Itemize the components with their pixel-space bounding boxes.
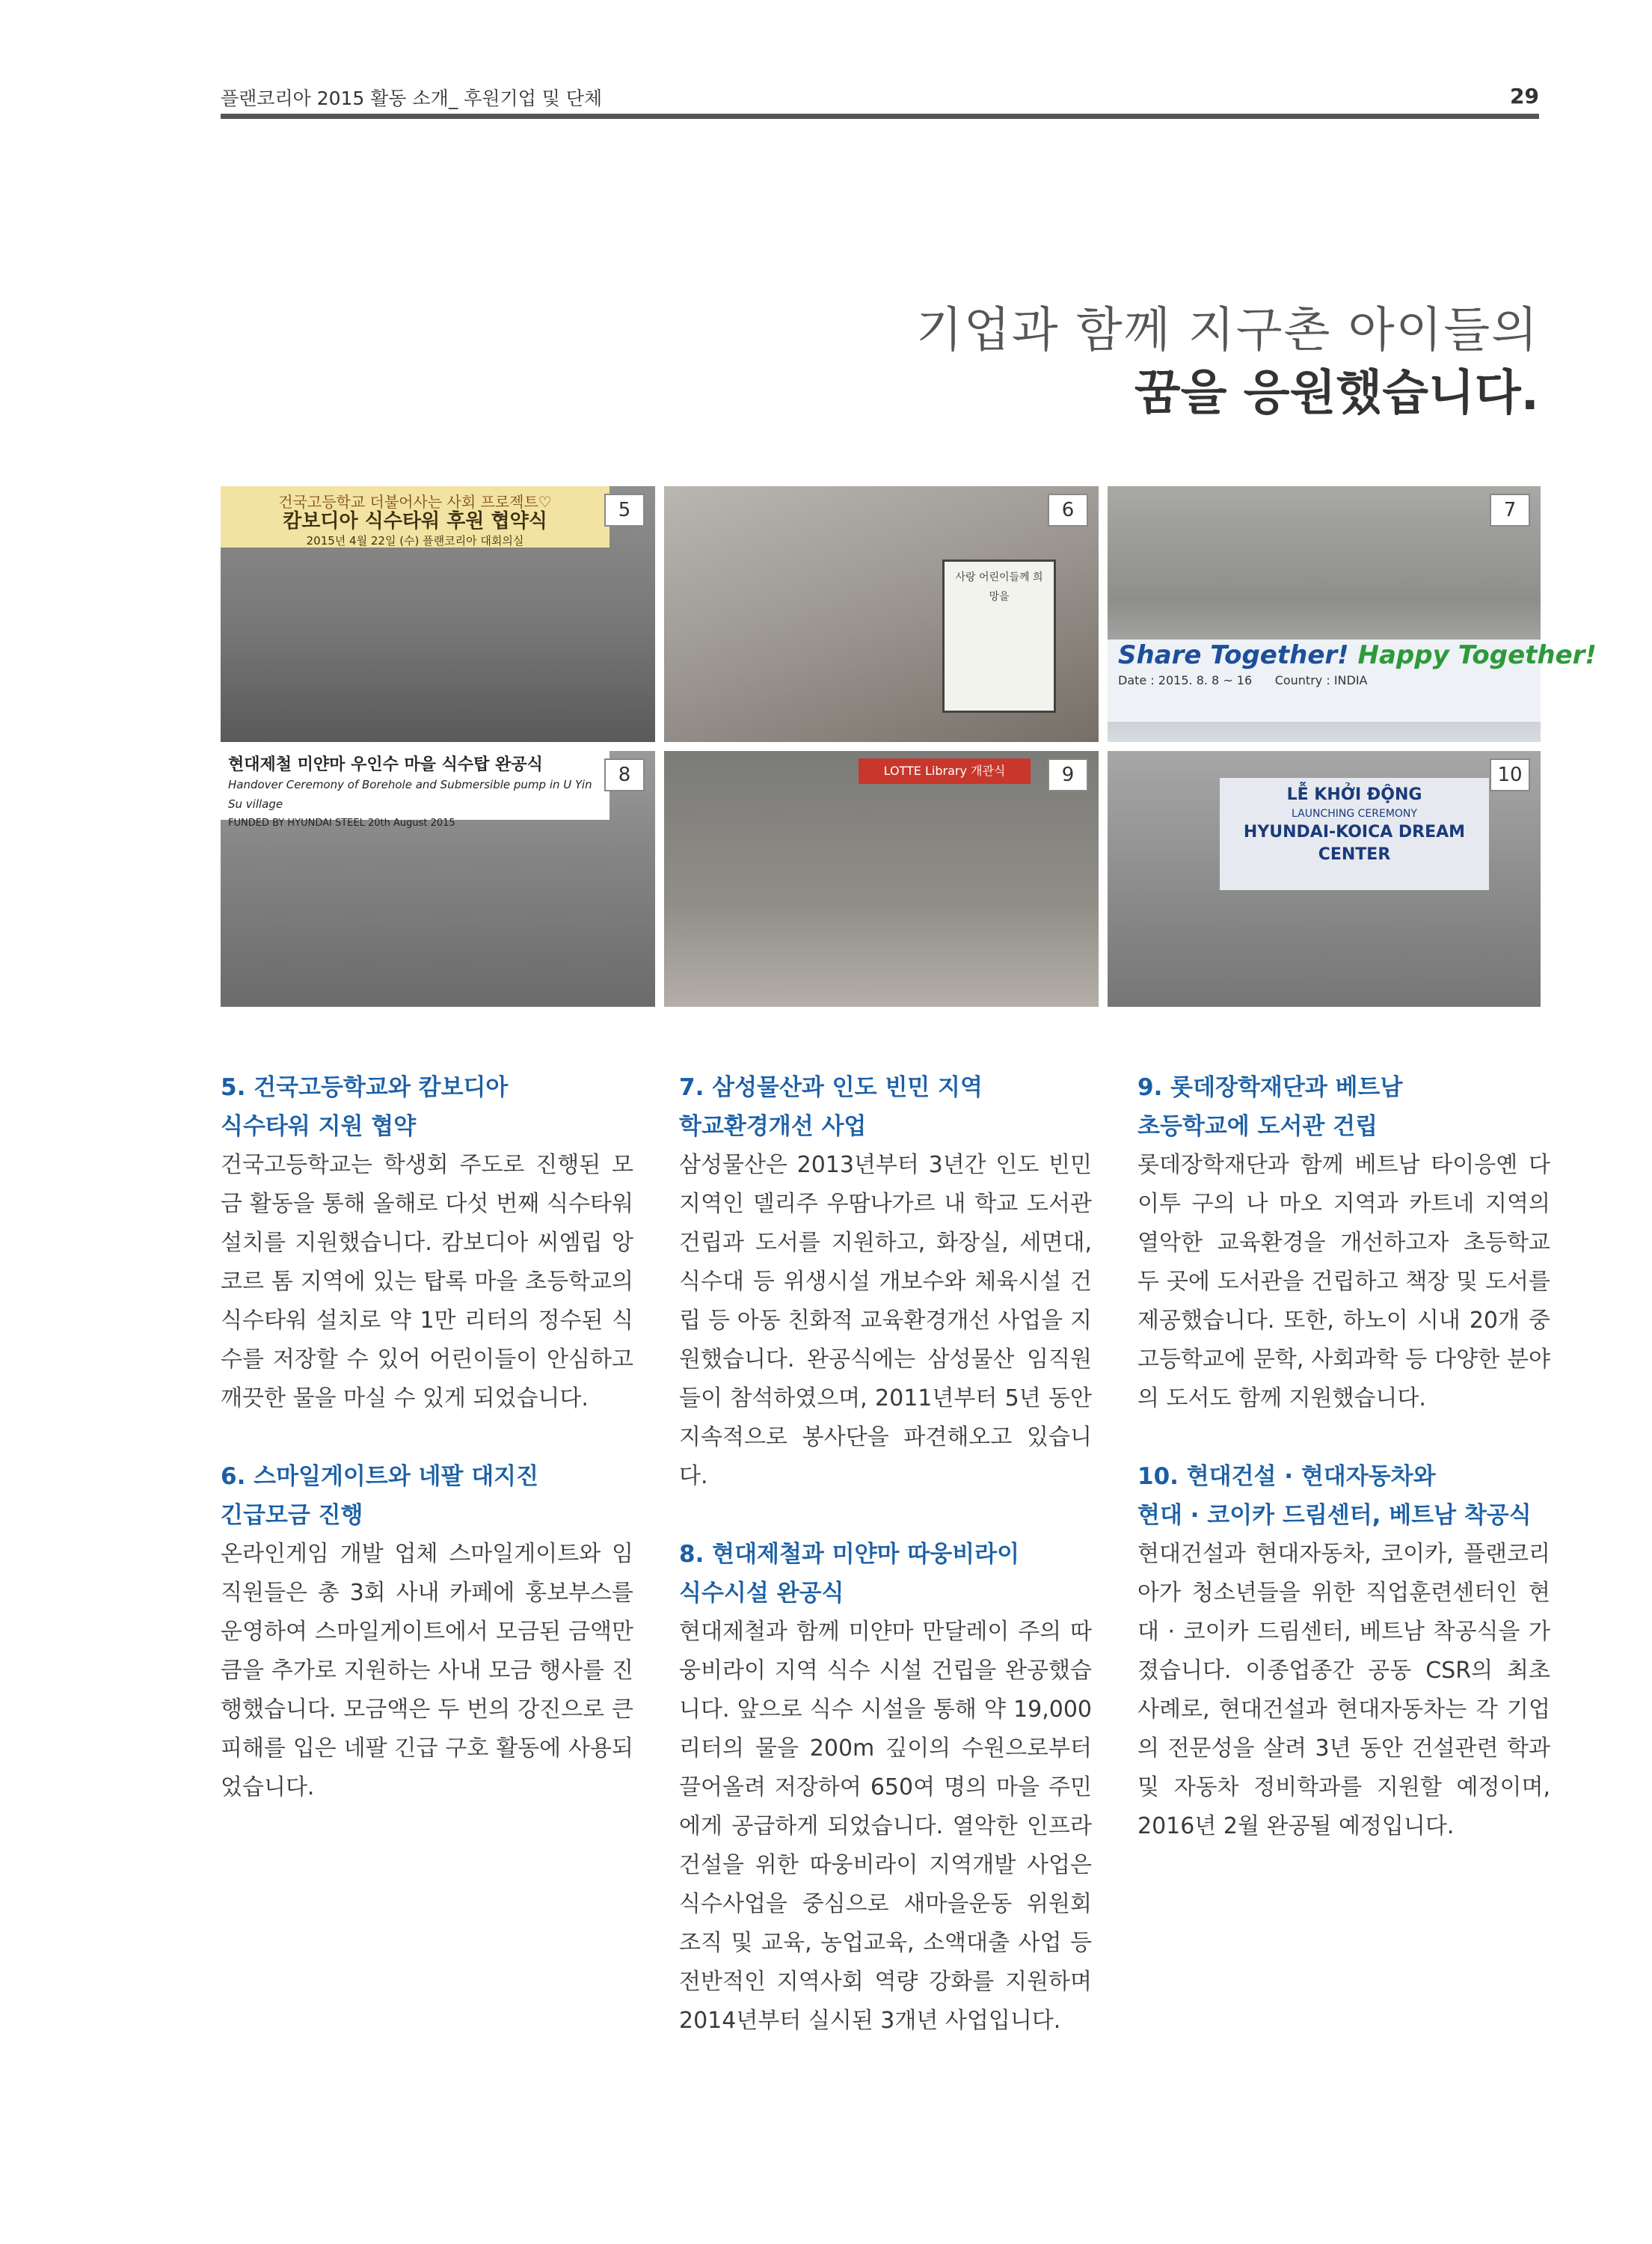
section-9-title: [1137, 1068, 1550, 1146]
section-5: [221, 1068, 633, 1418]
photo-8: [221, 751, 655, 1007]
photo-10-banner: [1220, 778, 1489, 890]
section-10-body: 현대건설과 현대자동차, 코이카, 플랜코리아가 청소년들을 위한 직업훈련센터인 현대 · 코이카 드림센터, 베트남 착공식을 가졌습니다. 이종업종간 공동 CSR의 최초 사례로, 현대건설과 현대자동차는 각 기업의 전문성을 살려 3년 동안 건설관련 학과 및 자동차 정비학과를 지원할 예정이며, 2016년 2월 완공될 예정입니다.: [1137, 1541, 1550, 1839]
photo-10-banner-line-2: LAUNCHING CEREMONY: [1292, 808, 1417, 820]
section-6-title-line-2: 긴급모금 진행: [221, 1502, 363, 1529]
text-column-3: [1137, 1068, 1550, 1885]
section-8-body: 현대제철과 함께 미얀마 만달레이 주의 따웅비라이 지역 식수 시설 건립을 완공했습니다. 앞으로 식수 시설을 통해 약 19,000리터의 물을 200m 깊이의 수원으로부터 끌어올려 저장하여 650여 명의 마을 주민에게 공급하게 되었습니다. 열악한 인프라 건설을 위한 따웅비라이 지역개발 사업은 식수사업을 중심으로 새마을운동 위원회 조직 및 교육, 농업교육, 소액대출 사업 등 전반적인 지역사회 역량 강화를 지원하며 2014년부터 실시된 3개년 사업입니다.: [679, 1619, 1092, 2034]
photo-8-banner-line-3: FUNDED BY HYUNDAI STEEL 20th August 2015: [228, 818, 455, 829]
photo-7: [1108, 486, 1597, 742]
section-9-body: 롯데장학재단과 함께 베트남 타이응옌 다이투 구의 나 마오 지역과 카트네 지역의 열악한 교육환경을 개선하고자 초등학교 두 곳에 도서관을 건립하고 책장 및 도서를 제공했습니다. 또한, 하노이 시내 20개 중고등학교에 문학, 사회과학 등 다양한 분야의 도서도 함께 지원했습니다.: [1137, 1152, 1550, 1411]
text-column-2: [679, 1068, 1092, 2079]
section-6-body: 온라인게임 개발 업체 스마일게이트와 임직원들은 총 3회 사내 카페에 홍보부스를 운영하여 스마일게이트에서 모금된 금액만큼을 추가로 지원하는 사내 모금 행사를 진행했습니다. 모금액은 두 번의 강진으로 큰 피해를 입은 네팔 긴급 구호 활동에 사용되었습니다.: [221, 1541, 633, 1800]
photo-5-banner-line-3: 2015년 4월 22일 (수) 플랜코리아 대회의실: [306, 534, 524, 548]
headline-line-2: 꿈을 응원했습니다.: [1134, 366, 1539, 421]
photo-7-country: Country : INDIA: [1274, 673, 1368, 687]
photo-9: [664, 751, 1099, 1007]
photo-number-tag: 10: [1490, 758, 1530, 791]
section-10: [1137, 1457, 1550, 1846]
section-6-title: [221, 1457, 633, 1535]
photo-10: [1108, 751, 1541, 1007]
photo-number-tag: 7: [1490, 494, 1530, 527]
section-9: [1137, 1068, 1550, 1418]
photo-5-banner-line-1: 건국고등학교 더불어사는 사회 프로젝트♡: [278, 493, 552, 511]
section-10-title: [1137, 1457, 1550, 1535]
section-5-title-line-1: 5. 건국고등학교와 캄보디아: [221, 1074, 509, 1101]
section-5-body: 건국고등학교는 학생회 주도로 진행된 모금 활동을 통해 올해로 다섯 번째 식수타워 설치를 지원했습니다. 캄보디아 씨엠립 앙코르 톰 지역에 있는 탑록 마을 초등학교의 식수타워 설치로 약 1만 리터의 정수된 식수를 저장할 수 있어 어린이들이 안심하고 깨끗한 물을 마실 수 있게 되었습니다.: [221, 1152, 633, 1411]
photo-8-banner: [221, 751, 609, 829]
photo-8-banner-line-2: Handover Ceremony of Borehole and Submersible pump in U Yin Su village: [228, 778, 592, 811]
photo-5: [221, 486, 655, 742]
photo-6-board: 사랑 어린이들께 희망을: [942, 560, 1056, 713]
section-5-title-line-2: 식수타워 지원 협약: [221, 1113, 417, 1140]
header-rule: [221, 114, 1539, 119]
text-column-1: [221, 1068, 633, 1846]
headline-line-1: 기업과 함께 지구촌 아이들의: [916, 303, 1539, 358]
photo-number-tag: 6: [1048, 494, 1088, 527]
photo-10-banner-line-3: HYUNDAI-KOICA DREAM CENTER: [1243, 823, 1466, 864]
section-9-title-line-2: 초등학교에 도서관 건립: [1137, 1113, 1378, 1140]
photo-7-slogan-part-2: Happy Together!: [1357, 640, 1597, 670]
photo-6: [664, 486, 1099, 742]
photo-number-tag: 9: [1048, 758, 1088, 791]
page-number: 29: [1510, 84, 1539, 108]
section-7-body: 삼성물산은 2013년부터 3년간 인도 빈민 지역인 델리주 우땀나가르 내 학교 도서관 건립과 도서를 지원하고, 화장실, 세면대, 식수대 등 위생시설 개보수와 체육시설 건립 등 아동 친화적 교육환경개선 사업을 지원했습니다. 완공식에는 삼성물산 임직원들이 참석하였으며, 2011년부터 5년 동안 지속적으로 봉사단을 파견해오고 있습니다.: [679, 1152, 1092, 1489]
photo-7-banner-details: [1118, 671, 1530, 690]
photo-7-banner: [1108, 640, 1597, 722]
section-5-title: [221, 1068, 633, 1146]
section-7-title-line-2: 학교환경개선 사업: [679, 1113, 867, 1140]
section-9-title-line-1: 9. 롯데장학재단과 베트남: [1137, 1074, 1403, 1101]
section-7-title-line-1: 7. 삼성물산과 인도 빈민 지역: [679, 1074, 983, 1101]
section-10-title-line-1: 10. 현대건설 · 현대자동차와: [1137, 1463, 1436, 1490]
photo-5-banner: [221, 486, 609, 548]
section-6: [221, 1457, 633, 1807]
photo-8-banner-line-1: 현대제철 미얀마 우인수 마을 식수탑 완공식: [228, 755, 543, 774]
page-headline: [916, 299, 1539, 425]
photo-7-date: Date : 2015. 8. 8 ~ 16: [1118, 673, 1253, 687]
section-6-title-line-1: 6. 스마일게이트와 네팔 대지진: [221, 1463, 539, 1490]
section-8-title: [679, 1535, 1092, 1613]
photo-7-slogan-part-1: Share Together!: [1118, 640, 1349, 670]
section-7-title: [679, 1068, 1092, 1146]
section-7: [679, 1068, 1092, 1496]
photo-9-banner: LOTTE Library 개관식: [859, 758, 1031, 784]
photo-7-slogan: [1118, 640, 1597, 670]
photo-5-banner-line-2: 캄보디아 식수타워 후원 협약식: [283, 510, 547, 533]
photo-10-banner-line-1: LỄ KHỞI ĐỘNG: [1286, 785, 1422, 804]
photo-number-tag: 8: [604, 758, 645, 791]
section-8-title-line-2: 식수시설 완공식: [679, 1580, 844, 1607]
photo-number-tag: 5: [604, 494, 645, 527]
section-10-title-line-2: 현대 · 코이카 드림센터, 베트남 착공식: [1137, 1502, 1532, 1529]
section-8-title-line-1: 8. 현대제철과 미얀마 따웅비라이: [679, 1541, 1020, 1568]
running-header: 플랜코리아 2015 활동 소개_ 후원기업 및 단체: [221, 88, 603, 109]
section-8: [679, 1535, 1092, 2041]
